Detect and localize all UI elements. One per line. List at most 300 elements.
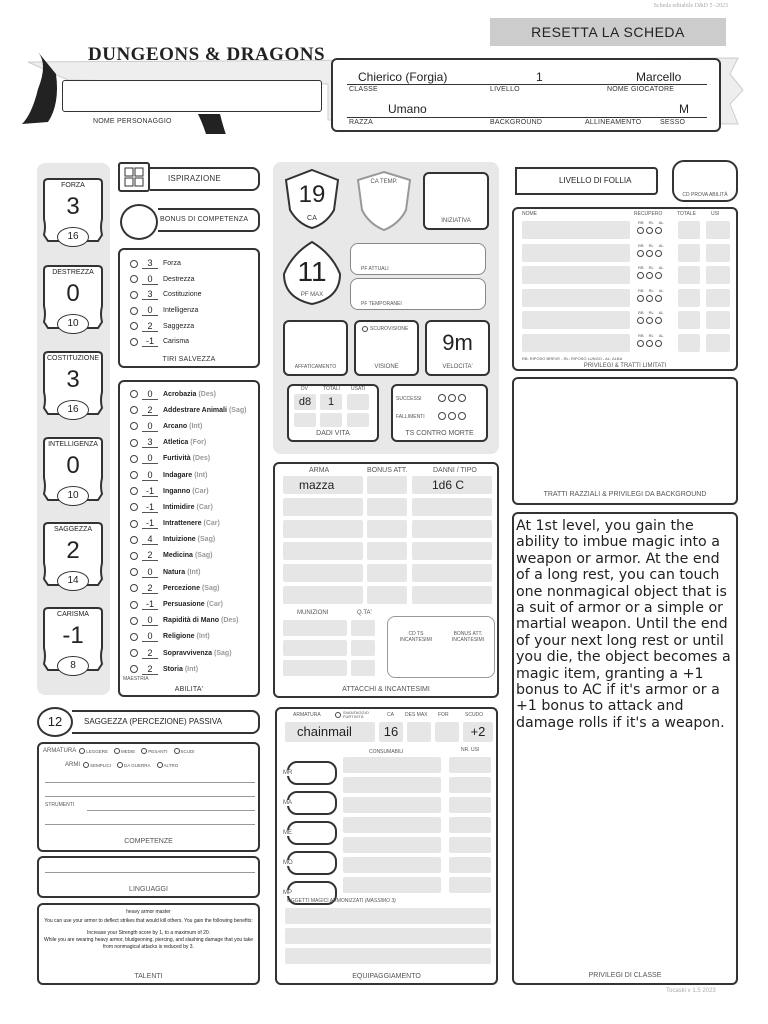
- consumable-uses-field[interactable]: [449, 857, 491, 873]
- totals-label: TOTALI: [323, 386, 341, 392]
- skill-value[interactable]: -1: [142, 502, 158, 513]
- player-label: NOME GIOCATORE: [607, 86, 675, 93]
- class-label: CLASSE: [349, 86, 378, 93]
- current-hp-field[interactable]: [350, 243, 486, 275]
- weapon-option-toggle[interactable]: [157, 762, 163, 768]
- coin-label: ME: [283, 830, 292, 836]
- attack-damage-field[interactable]: [412, 498, 492, 516]
- saving-throws-box: [118, 248, 260, 368]
- armor-for-field[interactable]: [435, 722, 459, 742]
- skill-stat: (Des): [221, 617, 239, 625]
- skill-value[interactable]: 0: [142, 615, 158, 626]
- skill-proficiency-toggle[interactable]: [130, 584, 138, 592]
- recovery-al-toggle[interactable]: [655, 227, 662, 234]
- save-value[interactable]: 3: [142, 258, 158, 269]
- saving-throw-row: [130, 287, 202, 303]
- credit-text: Scheda editabile D&D 5 -2023: [653, 3, 728, 9]
- skill-row: [130, 532, 246, 548]
- attack-weapon-field[interactable]: mazza: [283, 476, 363, 494]
- attack-bonus-field[interactable]: [367, 564, 407, 582]
- rb-label: RB: [638, 265, 644, 270]
- consumable-field[interactable]: [343, 877, 441, 893]
- skill-proficiency-toggle[interactable]: [130, 439, 138, 447]
- saving-throw-row: [130, 256, 202, 272]
- save-proficiency-toggle[interactable]: [130, 338, 138, 346]
- skill-name: Arcano: [163, 422, 188, 430]
- save-value[interactable]: -1: [142, 336, 158, 347]
- armor-option-toggle[interactable]: [141, 748, 147, 754]
- weapon-option-toggle[interactable]: [83, 762, 89, 768]
- class-features-title: PRIVILEGI DI CLASSE: [588, 972, 662, 979]
- skill-proficiency-toggle[interactable]: [130, 665, 138, 673]
- fatigue-box[interactable]: [283, 320, 348, 376]
- reset-sheet-button[interactable]: RESETTA LA SCHEDA: [490, 18, 726, 46]
- inspiration-checkbox[interactable]: [118, 162, 150, 192]
- limited-uses-field[interactable]: [706, 289, 730, 307]
- saving-throw-row: [130, 318, 202, 334]
- attack-weapon-field[interactable]: [283, 586, 363, 604]
- consumable-uses-field[interactable]: [449, 877, 491, 893]
- skill-proficiency-toggle[interactable]: [130, 406, 138, 414]
- skill-proficiency-toggle[interactable]: [130, 422, 138, 430]
- ability-box-0: [42, 175, 104, 253]
- al-label: AL: [658, 332, 664, 338]
- hit-dice-total[interactable]: 1: [320, 394, 342, 410]
- recovery-rb-toggle[interactable]: [637, 340, 644, 347]
- coin-field-me[interactable]: [283, 821, 337, 845]
- darkvision-toggle[interactable]: [362, 326, 368, 332]
- current-hp-label: PF ATTUALI: [361, 266, 389, 272]
- consumable-uses-field[interactable]: [449, 757, 491, 773]
- saving-throw-row: [130, 303, 202, 319]
- skill-stat: (For): [190, 439, 207, 447]
- skill-stat: (Des): [198, 390, 216, 398]
- coin-field-mr[interactable]: [283, 761, 337, 785]
- ability-modifier[interactable]: 0: [66, 280, 80, 307]
- death-success-2[interactable]: [448, 394, 456, 402]
- coin-label: MO: [283, 860, 293, 866]
- ability-box-1: [42, 262, 104, 340]
- ability-score[interactable]: 8: [57, 656, 89, 676]
- recovery-rl-toggle[interactable]: [646, 227, 653, 234]
- skill-value[interactable]: -1: [142, 486, 158, 497]
- skill-row: [130, 402, 246, 418]
- skill-proficiency-toggle[interactable]: [130, 568, 138, 576]
- skill-stat: (Int): [196, 633, 210, 641]
- hit-dice-used[interactable]: [347, 394, 369, 410]
- skill-row: [130, 580, 246, 596]
- skill-name: Furtività: [163, 455, 191, 463]
- consumable-field[interactable]: [343, 857, 441, 873]
- attack-bonus-field[interactable]: [367, 586, 407, 604]
- skill-name: Intimidire: [163, 503, 195, 511]
- logo-text: DUNGEONS & DRAGONS: [88, 44, 326, 65]
- skill-check-dc-box[interactable]: [672, 160, 738, 202]
- proficiency-bonus-label: BONUS DI COMPETENZA: [158, 208, 260, 232]
- sex-value[interactable]: M: [679, 102, 689, 116]
- hp-max-label: PF MAX: [300, 292, 324, 298]
- limited-feature-name[interactable]: [522, 311, 630, 329]
- limited-feature-name[interactable]: [522, 334, 630, 352]
- death-fail-1[interactable]: [438, 412, 446, 420]
- skill-proficiency-toggle[interactable]: [130, 536, 138, 544]
- limited-feature-name[interactable]: [522, 266, 630, 284]
- madness-level-field[interactable]: [515, 167, 539, 195]
- consumable-field[interactable]: [343, 777, 441, 793]
- skill-proficiency-toggle[interactable]: [130, 601, 138, 609]
- ability-label: COSTITUZIONE: [46, 355, 100, 362]
- ability-modifier[interactable]: 0: [66, 452, 80, 479]
- recovery-al-toggle[interactable]: [655, 250, 662, 257]
- recovery-rl-toggle[interactable]: [646, 250, 653, 257]
- rl-label: RL: [648, 310, 654, 315]
- stealth-disadvantage-toggle[interactable]: [335, 712, 341, 718]
- death-success-label: SUCCESSI: [396, 396, 422, 402]
- limited-name-header: NOME: [522, 211, 537, 217]
- coin-field-mo[interactable]: [283, 851, 337, 875]
- ability-box-2: [42, 348, 104, 426]
- skill-row: [130, 418, 246, 434]
- skill-stat: (Sag): [194, 552, 213, 560]
- traits-title: TRATTI RAZZIALI & PRIVILEGI DA BACKGROUND: [543, 491, 707, 498]
- death-saves-box: [391, 384, 488, 442]
- save-name: Saggezza: [163, 322, 195, 330]
- recovery-rb-toggle[interactable]: [637, 250, 644, 257]
- skill-value[interactable]: 3: [142, 437, 158, 448]
- class-features-box[interactable]: [512, 512, 738, 985]
- limited-total-field[interactable]: [678, 334, 700, 352]
- ability-score[interactable]: 10: [57, 486, 89, 506]
- initiative-box[interactable]: [423, 172, 489, 230]
- attack-weapon-field[interactable]: [283, 520, 363, 538]
- skill-value[interactable]: 0: [142, 389, 158, 400]
- recovery-rl-toggle[interactable]: [646, 317, 653, 324]
- rl-label: RL: [648, 287, 654, 293]
- armor-option-label: SCUDI: [180, 748, 195, 754]
- ability-modifier[interactable]: 2: [66, 537, 80, 564]
- recovery-rl-toggle[interactable]: [646, 340, 653, 347]
- limited-feature-name[interactable]: [522, 244, 630, 262]
- skill-value[interactable]: 0: [142, 470, 158, 481]
- skill-row: [130, 386, 246, 402]
- al-label: AL: [658, 220, 664, 225]
- recovery-al-toggle[interactable]: [655, 295, 662, 302]
- passive-perception-label: SAGGEZZA (PERCEZIONE) PASSIVA: [72, 710, 260, 734]
- level-value[interactable]: 1: [536, 70, 543, 84]
- darkvision-label: SCUROVISIONE: [370, 326, 409, 332]
- consumable-field[interactable]: [343, 817, 441, 833]
- shield-field[interactable]: +2: [463, 722, 493, 742]
- skill-value[interactable]: 2: [142, 648, 158, 659]
- ammo-qty-label: Q.TA': [357, 610, 372, 616]
- skill-name: Intrattenere: [163, 520, 202, 528]
- limited-total-field[interactable]: [678, 289, 700, 307]
- attuned-items-label: OGGETTI MAGICI ARMONIZZATI (MASSIMO 3): [287, 898, 396, 904]
- character-name-label: NOME PERSONAGGIO: [93, 118, 172, 125]
- armor-option-toggle[interactable]: [114, 748, 120, 754]
- armor-ca-field[interactable]: 16: [379, 722, 403, 742]
- attack-bonus-field[interactable]: [367, 542, 407, 560]
- recovery-al-toggle[interactable]: [655, 340, 662, 347]
- consumable-uses-field[interactable]: [449, 777, 491, 793]
- proficiencies-box: [37, 742, 260, 852]
- consumable-field[interactable]: [343, 797, 441, 813]
- skill-stat: (Sag): [201, 584, 220, 592]
- armor-option-toggle[interactable]: [79, 748, 85, 754]
- rl-label: RL: [648, 265, 654, 270]
- ability-box-4: [42, 519, 104, 597]
- attack-weapon-field[interactable]: [283, 498, 363, 516]
- limited-total-field[interactable]: [678, 266, 700, 284]
- character-name-field[interactable]: [62, 80, 322, 112]
- save-name: Costituzione: [163, 291, 202, 299]
- skill-row: [130, 451, 246, 467]
- limited-uses-field[interactable]: [706, 221, 730, 239]
- weapon-prof-label: ARMI: [65, 762, 80, 768]
- save-name: Forza: [163, 260, 181, 268]
- skill-stat: (Sag): [214, 649, 232, 657]
- recovery-rl-toggle[interactable]: [646, 272, 653, 279]
- coin-field-ma[interactable]: [283, 791, 337, 815]
- weapon-option-label: SEMPLICI: [90, 762, 112, 768]
- attack-damage-field[interactable]: [412, 520, 492, 538]
- class-value[interactable]: Chierico (Forgia): [358, 70, 448, 84]
- ability-score[interactable]: 14: [57, 571, 89, 591]
- weapon-option-toggle[interactable]: [117, 762, 123, 768]
- recovery-al-toggle[interactable]: [655, 317, 662, 324]
- skill-value[interactable]: 0: [142, 631, 158, 642]
- skill-row: [130, 483, 246, 499]
- saving-throw-row: [130, 272, 202, 288]
- skill-proficiency-toggle[interactable]: [130, 503, 138, 511]
- recovery-rb-toggle[interactable]: [637, 272, 644, 279]
- consumables-uses-label: NR. USI: [461, 747, 480, 753]
- sex-label: SESSO: [660, 119, 686, 126]
- al-label: AL: [658, 310, 664, 315]
- recovery-rb-toggle[interactable]: [637, 227, 644, 234]
- skill-name: Persuasione: [163, 601, 205, 609]
- recovery-rl-toggle[interactable]: [646, 295, 653, 302]
- limited-uses-field[interactable]: [706, 311, 730, 329]
- skill-proficiency-toggle[interactable]: [130, 552, 138, 560]
- skill-proficiency-toggle[interactable]: [130, 487, 138, 495]
- consumable-field[interactable]: [343, 837, 441, 853]
- limited-uses-field[interactable]: [706, 266, 730, 284]
- passive-perception-value[interactable]: 12: [37, 707, 73, 737]
- save-name: Carisma: [163, 338, 190, 346]
- limited-feature-name[interactable]: [522, 221, 630, 239]
- temp-hp-field[interactable]: [350, 278, 486, 310]
- consumable-uses-field[interactable]: [449, 837, 491, 853]
- armor-class-value[interactable]: 19: [298, 181, 326, 208]
- skill-row: [130, 645, 246, 661]
- consumable-uses-field[interactable]: [449, 797, 491, 813]
- armor-option-label: LEGGERE: [86, 748, 108, 754]
- equipment-box: [275, 707, 498, 985]
- skill-proficiency-toggle[interactable]: [130, 390, 138, 398]
- feat-name[interactable]: heavy armor master: [126, 909, 171, 915]
- recovery-rb-toggle[interactable]: [637, 295, 644, 302]
- skill-name: Atletica: [163, 439, 189, 447]
- save-proficiency-toggle[interactable]: [130, 291, 138, 299]
- limited-uses-field[interactable]: [706, 334, 730, 352]
- death-success-1[interactable]: [438, 394, 446, 402]
- save-proficiency-toggle[interactable]: [130, 307, 138, 315]
- damage-col-header: DANNI / TIPO: [433, 467, 477, 474]
- coin-label: MR: [283, 770, 293, 776]
- skill-stat: (Sag): [228, 406, 247, 414]
- ability-modifier[interactable]: 3: [66, 193, 80, 220]
- armor-option-toggle[interactable]: [174, 748, 180, 754]
- attack-damage-field[interactable]: 1d6 C: [412, 476, 492, 494]
- skill-name: Storia: [163, 665, 183, 673]
- limited-total-field[interactable]: [678, 311, 700, 329]
- skill-value[interactable]: 0: [142, 421, 158, 432]
- save-proficiency-toggle[interactable]: [130, 275, 138, 283]
- footer-version: Tocaski v 1.5 2023: [666, 988, 716, 994]
- race-value[interactable]: Umano: [388, 102, 427, 116]
- skill-name: Intuizione: [163, 536, 196, 544]
- death-fail-3[interactable]: [458, 412, 466, 420]
- speed-box[interactable]: [425, 320, 490, 376]
- rb-label: RB: [638, 220, 644, 225]
- recovery-al-toggle[interactable]: [655, 272, 662, 279]
- skill-value[interactable]: -1: [142, 599, 158, 610]
- al-label: AL: [658, 242, 664, 248]
- ability-score[interactable]: 16: [57, 400, 89, 420]
- skill-proficiency-toggle[interactable]: [130, 520, 138, 528]
- saving-throws-title: TIRI SALVEZZA: [162, 356, 216, 363]
- attack-damage-field[interactable]: [412, 542, 492, 560]
- skill-row: [130, 564, 246, 580]
- attack-bonus-field[interactable]: [367, 476, 407, 494]
- save-value[interactable]: 0: [142, 305, 158, 316]
- skill-value[interactable]: 2: [142, 405, 158, 416]
- limited-uses-field[interactable]: [706, 244, 730, 262]
- ability-modifier[interactable]: -1: [62, 622, 84, 649]
- hp-max-value[interactable]: 11: [297, 256, 327, 287]
- limited-feature-name[interactable]: [522, 289, 630, 307]
- proficiency-bonus-field[interactable]: [120, 204, 158, 240]
- weapon-option-label: ALTRO: [163, 762, 179, 768]
- save-value[interactable]: 0: [142, 274, 158, 285]
- death-success-3[interactable]: [458, 394, 466, 402]
- ability-modifier[interactable]: 3: [66, 366, 80, 393]
- skill-stat: (Int): [184, 665, 199, 673]
- saving-throw-row: [130, 334, 202, 350]
- background-label: BACKGROUND: [490, 119, 543, 126]
- vision-box[interactable]: [354, 320, 419, 376]
- attack-weapon-field[interactable]: [283, 564, 363, 582]
- skill-row: [130, 435, 246, 451]
- hit-dice-box: [287, 384, 379, 442]
- proficiencies-title: COMPETENZE: [124, 838, 173, 845]
- skill-value[interactable]: 0: [142, 453, 158, 464]
- skill-stat: (Car): [206, 601, 223, 609]
- ability-score[interactable]: 16: [57, 227, 89, 247]
- skill-stat: (Int): [189, 422, 203, 430]
- attack-bonus-field[interactable]: [367, 520, 407, 538]
- skill-value[interactable]: -1: [142, 518, 158, 529]
- tools-label: STRUMENTI: [45, 802, 75, 808]
- consumable-field[interactable]: [343, 757, 441, 773]
- skill-stat: (Des): [192, 455, 211, 463]
- temp-ac-label: CA TEMP.: [370, 179, 398, 185]
- class-features-text: At 1st level, you gain the ability to imbue magic into a weapon or armor. At the end of a long rest, you can touch one nonmagical object that is a suit of armor or a simple or martial weapon. Until the end of your next long rest or until you die, the object becomes a magic item, granting a +1 bonus to AC if it's armor or a +1 bonus to attack and damage rolls if it's a weapon.: [516, 518, 731, 731]
- skill-proficiency-toggle[interactable]: [130, 617, 138, 625]
- save-value[interactable]: 2: [142, 321, 158, 332]
- skills-title: ABILITA': [174, 686, 204, 693]
- attack-weapon-field[interactable]: [283, 542, 363, 560]
- skill-name: Inganno: [163, 487, 191, 495]
- spell-stats-box: [387, 616, 495, 678]
- save-proficiency-toggle[interactable]: [130, 260, 138, 268]
- armor-name-field[interactable]: chainmail: [285, 722, 375, 742]
- skill-proficiency-toggle[interactable]: [130, 471, 138, 479]
- attacks-box: [273, 462, 499, 698]
- death-fail-label: FALLIMENTI: [396, 414, 425, 420]
- languages-box: [37, 856, 260, 898]
- skill-value[interactable]: 2: [142, 550, 158, 561]
- feat-text-1: You can use your armor to deflect strikes that would kill others. You gain the following benefits:: [44, 918, 253, 924]
- save-name: Intelligenza: [163, 307, 199, 315]
- skill-stat: (Car): [192, 487, 209, 495]
- armor-desmax-field[interactable]: [407, 722, 431, 742]
- equipment-title: EQUIPAGGIAMENTO: [352, 973, 421, 980]
- attack-damage-field[interactable]: [412, 586, 492, 604]
- attack-bonus-field[interactable]: [367, 498, 407, 516]
- skill-name: Addestrare Animali: [163, 406, 227, 414]
- save-proficiency-toggle[interactable]: [130, 322, 138, 330]
- limited-uses-header: USI: [711, 211, 720, 217]
- skill-proficiency-toggle[interactable]: [130, 649, 138, 657]
- skill-stat: (Car): [203, 520, 220, 528]
- limited-total-field[interactable]: [678, 244, 700, 262]
- skill-stat: (Int): [194, 471, 208, 479]
- save-value[interactable]: 3: [142, 289, 158, 300]
- recovery-rb-toggle[interactable]: [637, 317, 644, 324]
- ability-label: CARISMA: [57, 611, 89, 618]
- spell-save-dc-label: CD TS INCANTESIMI: [399, 631, 433, 643]
- ability-box-3: [42, 434, 104, 512]
- skill-row: [130, 613, 246, 629]
- attack-damage-field[interactable]: [412, 564, 492, 582]
- ability-label: INTELLIGENZA: [48, 441, 98, 448]
- player-value[interactable]: Marcello: [636, 70, 682, 84]
- limited-recovery-header: RECUPERO: [634, 211, 663, 217]
- maestria-label: MAESTRIA: [123, 676, 149, 682]
- death-fail-2[interactable]: [448, 412, 456, 420]
- skill-value[interactable]: 2: [142, 583, 158, 594]
- limited-total-field[interactable]: [678, 221, 700, 239]
- initiative-label: INIZIATIVA: [441, 218, 471, 224]
- skill-stat: (Car): [196, 503, 213, 511]
- ability-score[interactable]: 10: [57, 314, 89, 334]
- hit-die-type[interactable]: d8: [294, 394, 316, 410]
- consumable-uses-field[interactable]: [449, 817, 491, 833]
- skill-proficiency-toggle[interactable]: [130, 455, 138, 463]
- character-info-box: [331, 58, 721, 132]
- limited-features-box: [512, 207, 738, 371]
- rb-label: RB: [638, 332, 644, 338]
- skill-value[interactable]: 2: [142, 664, 158, 675]
- feat-text-3: While you are wearing heavy armor, bludgeoning, piercing, and slashing damage that you take from nonmagical attacks is reduced by 3.: [43, 937, 254, 950]
- skill-value[interactable]: 4: [142, 534, 158, 545]
- armor-label: ARMATURA: [293, 712, 321, 718]
- skill-proficiency-toggle[interactable]: [130, 633, 138, 641]
- traits-box[interactable]: [512, 377, 738, 505]
- skill-value[interactable]: 0: [142, 567, 158, 578]
